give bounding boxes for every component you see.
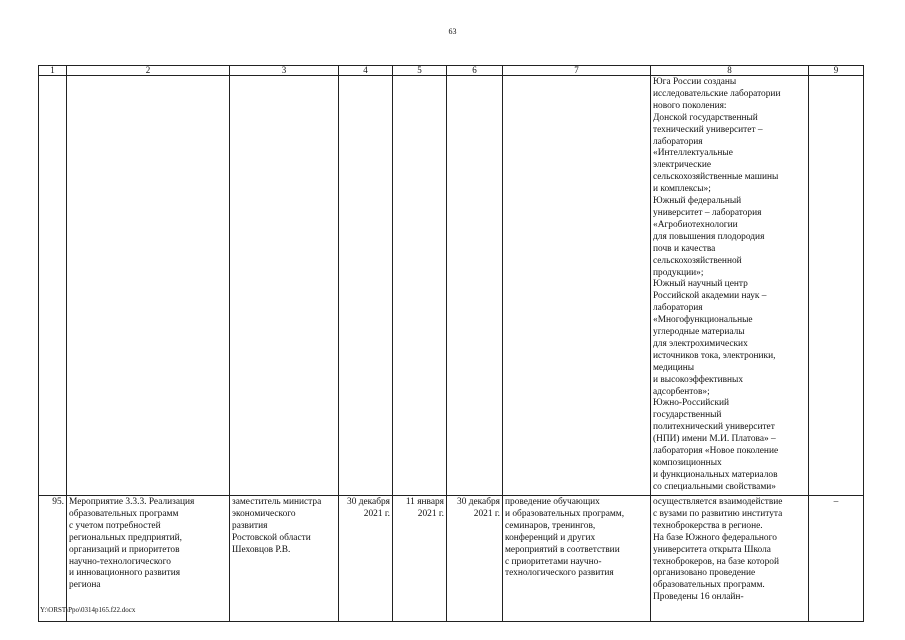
column-header: 6	[447, 66, 503, 76]
table-row	[39, 76, 864, 496]
column-header: 3	[230, 66, 339, 76]
table-header-row	[39, 66, 864, 76]
cell-date-end	[447, 76, 503, 496]
cell-actual-result: осуществляется взаимодействие с вузами по развитию института техноброкерства в регионе. На базе Южного федерального университета открыта Школа техноброкеров, на базе которой организовано проведение образовательных программ. Проведены 16 онлайн-	[651, 496, 809, 622]
cell-measure	[67, 76, 230, 496]
column-header: 1	[39, 66, 67, 76]
column-header: 4	[339, 66, 393, 76]
cell-measure: Мероприятие 3.3.3. Реализация образовательных программ с учетом потребностей региональных предприятий, организаций и приоритетов научно-технологического и инновационного развития региона	[67, 496, 230, 622]
cell-date-plan: 30 декабря 2021 г.	[339, 496, 393, 622]
column-header: 8	[651, 66, 809, 76]
cell-expected-result: проведение обучающих и образовательных программ, семинаров, тренингов, конференций и других мероприятий в соответствии с приоритетами научно- технологического развития	[503, 496, 651, 622]
cell-number	[39, 76, 67, 496]
cell-note	[809, 76, 864, 496]
page-number: 63	[448, 27, 457, 36]
cell-responsible	[230, 76, 339, 496]
cell-date-start: 11 января 2021 г.	[393, 496, 447, 622]
cell-date-start	[393, 76, 447, 496]
file-path-footer: Y:\ORST\Ppo\0314p165.f22.docx	[40, 606, 136, 614]
cell-date-plan	[339, 76, 393, 496]
cell-note: –	[809, 496, 864, 622]
measures-table	[38, 65, 864, 622]
cell-number: 95.	[39, 496, 67, 622]
column-header: 9	[809, 66, 864, 76]
column-header: 7	[503, 66, 651, 76]
cell-actual-result: Юга России созданы исследовательские лаборатории нового поколения: Донской государственный технический университет – лаборатория «Интеллектуальные электрические сельскохозяйственные машины и комплексы»; Южный федеральный университет – лаборатория «Агробиотехнологии для повышения плодородия почв и качества сельскохозяйственной продукции»; Южный научный центр Российской академии наук – лаборатория «Многофункциональные углеродные материалы для электрохимических источников тока, электроники, медицины и высокоэффективных адсорбентов»; Южно-Российский государственный политехнический университет (НПИ) имени М.И. Платова» – лаборатория «Новое поколение композиционных и функциональных материалов со специальными свойствами»	[651, 76, 809, 496]
cell-date-end: 30 декабря 2021 г.	[447, 496, 503, 622]
table-row	[39, 496, 864, 622]
column-header: 5	[393, 66, 447, 76]
cell-expected-result	[503, 76, 651, 496]
column-header: 2	[67, 66, 230, 76]
cell-responsible: заместитель министра экономического развития Ростовской области Шеховцов Р.В.	[230, 496, 339, 622]
